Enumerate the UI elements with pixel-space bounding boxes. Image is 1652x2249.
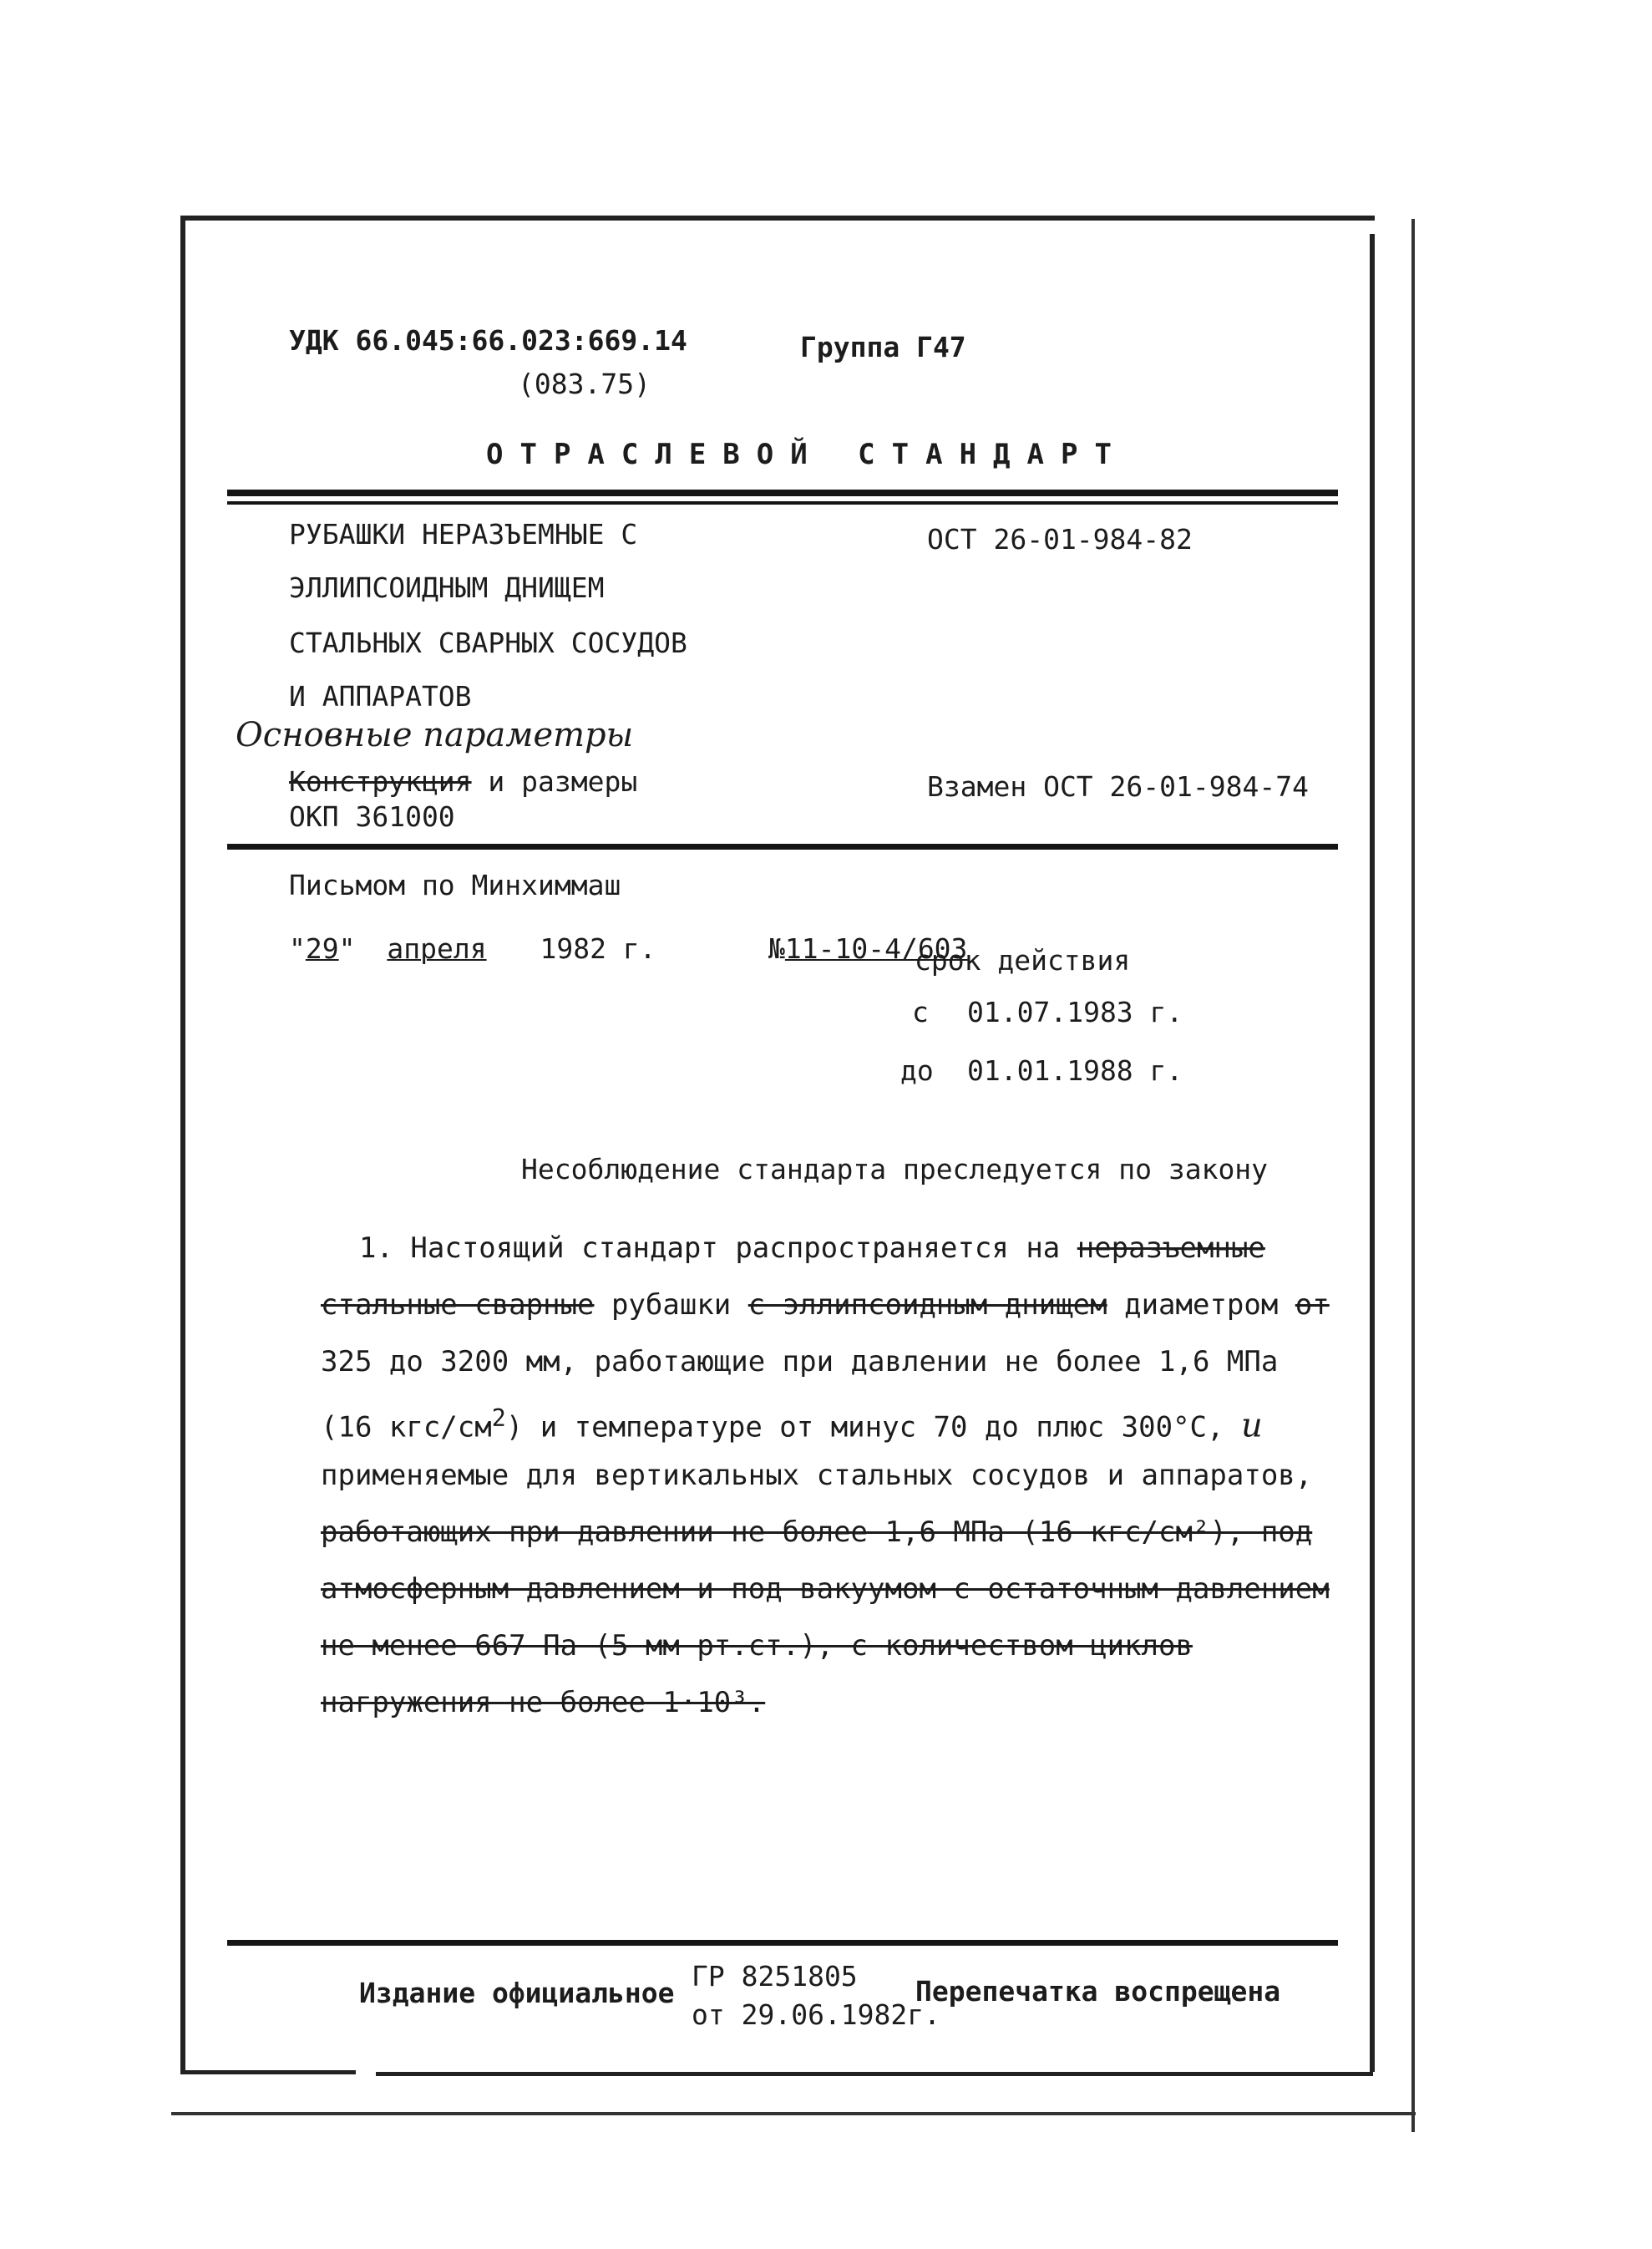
body-line-4 bbox=[321, 1390, 1263, 1455]
valid-to-date: 01.01.1988 г. bbox=[967, 1054, 1183, 1087]
udk-code: УДК 66.045:66.023:669.14 bbox=[289, 324, 687, 357]
approval-number-prefix: № bbox=[768, 932, 785, 965]
body-line-8: не менее 667 Па (5 мм рт.ст.), с количеством циклов bbox=[321, 1629, 1193, 1663]
body-line-6: работающих при давлении не более 1,6 МПа (16 кгс/см²), под bbox=[321, 1515, 1313, 1549]
body-line-5: применяемые для вертикальных стальных сосудов и аппаратов, bbox=[321, 1459, 1313, 1492]
udk-subcode: (083.75) bbox=[518, 368, 651, 400]
quote-open: " bbox=[289, 932, 306, 965]
frame-outer-bottom-border bbox=[171, 2112, 1416, 2115]
replaces-standard: Взамен ОСТ 26-01-984-74 bbox=[927, 770, 1309, 803]
struck-subtitle-word: Конструкция bbox=[289, 765, 472, 798]
body-line-7: атмосферным давлением и под вакуумом с остаточным давлением bbox=[321, 1572, 1330, 1606]
body-line-2-text-b: рубашки bbox=[594, 1288, 748, 1322]
footer-rule bbox=[227, 1940, 1338, 1946]
valid-from-label: с bbox=[912, 996, 929, 1028]
reprint-prohibited-label: Перепечатка воспрещена bbox=[915, 1975, 1281, 2008]
frame-outer-right-border bbox=[1411, 219, 1415, 2132]
valid-from-date: 01.07.1983 г. bbox=[967, 996, 1183, 1028]
approval-month: апреля bbox=[387, 932, 487, 965]
body-line-1 bbox=[359, 1220, 1265, 1277]
body-line-2-text-d: диаметром bbox=[1107, 1288, 1295, 1322]
official-edition-label: Издание официальное bbox=[359, 1977, 675, 2009]
frame-top-border bbox=[180, 216, 1375, 221]
handwritten-correction: Основные параметры bbox=[236, 716, 634, 754]
body-line-4-handwritten: и bbox=[1240, 1406, 1263, 1445]
body-line-1-struck: неразъемные bbox=[1077, 1231, 1265, 1265]
approval-letter: Письмом по Минхиммаш bbox=[289, 869, 621, 901]
body-line-4-superscript: 2 bbox=[491, 1404, 506, 1432]
body-line-4-text-b: ) и температуре от минус 70 до плюс 300°С, bbox=[505, 1410, 1241, 1444]
standard-name-line-4: И АППАРАТОВ bbox=[289, 680, 472, 713]
validity-label: срок действия bbox=[915, 944, 1131, 977]
registration-date: от 29.06.1982г. bbox=[692, 1998, 941, 2031]
compliance-notice: Несоблюдение стандарта преследуется по закону bbox=[521, 1153, 1269, 1185]
body-line-2-struck-c: с эллипсоидным днищем bbox=[747, 1288, 1107, 1322]
ost-number: ОСТ 26-01-984-82 bbox=[927, 523, 1193, 556]
approval-date bbox=[289, 932, 656, 966]
subtitle-rest: и размеры bbox=[488, 765, 638, 798]
okp-code: ОКП 361000 bbox=[289, 800, 455, 833]
body-line-1-text: 1. Настоящий стандарт распространяется на bbox=[359, 1231, 1077, 1265]
frame-left-border bbox=[180, 219, 185, 2074]
designation-rule bbox=[227, 844, 1338, 850]
valid-to-label: до bbox=[900, 1054, 934, 1087]
body-line-3: 325 до 3200 мм, работающие при давлении не более 1,6 МПа bbox=[321, 1345, 1279, 1378]
standard-name-line-2: ЭЛЛИПСОИДНЫМ ДНИЩЕМ bbox=[289, 571, 605, 604]
header-rule-thin bbox=[227, 501, 1338, 505]
standard-subtitle bbox=[289, 765, 637, 799]
body-line-9: нагружения не более 1·10³. bbox=[321, 1686, 766, 1719]
group-code: Группа Г47 bbox=[800, 331, 966, 363]
frame-right-border bbox=[1370, 234, 1375, 2072]
header-rule bbox=[227, 490, 1338, 496]
approval-number-value: 11-10-4/603 bbox=[784, 932, 968, 965]
approval-year: 1982 г. bbox=[540, 932, 656, 965]
body-line-2 bbox=[321, 1277, 1330, 1333]
frame-bottom-border-left bbox=[180, 2070, 356, 2074]
body-line-4-text-a: (16 кгс/см bbox=[321, 1410, 492, 1444]
registration-number: ГР 8251805 bbox=[692, 1960, 858, 1993]
standard-name-line-3: СТАЛЬНЫХ СВАРНЫХ СОСУДОВ bbox=[289, 627, 687, 659]
standard-name-line-1: РУБАШКИ НЕРАЗЪЕМНЫЕ С bbox=[289, 518, 638, 551]
quote-close: " bbox=[338, 932, 356, 965]
document-type-title: ОТРАСЛЕВОЙ СТАНДАРТ bbox=[486, 438, 1128, 471]
approval-day: 29 bbox=[305, 932, 339, 965]
body-line-2-struck-e: от bbox=[1295, 1288, 1330, 1322]
body-line-2-struck-a: стальные сварные bbox=[321, 1288, 595, 1322]
frame-bottom-border-right bbox=[376, 2072, 1373, 2076]
